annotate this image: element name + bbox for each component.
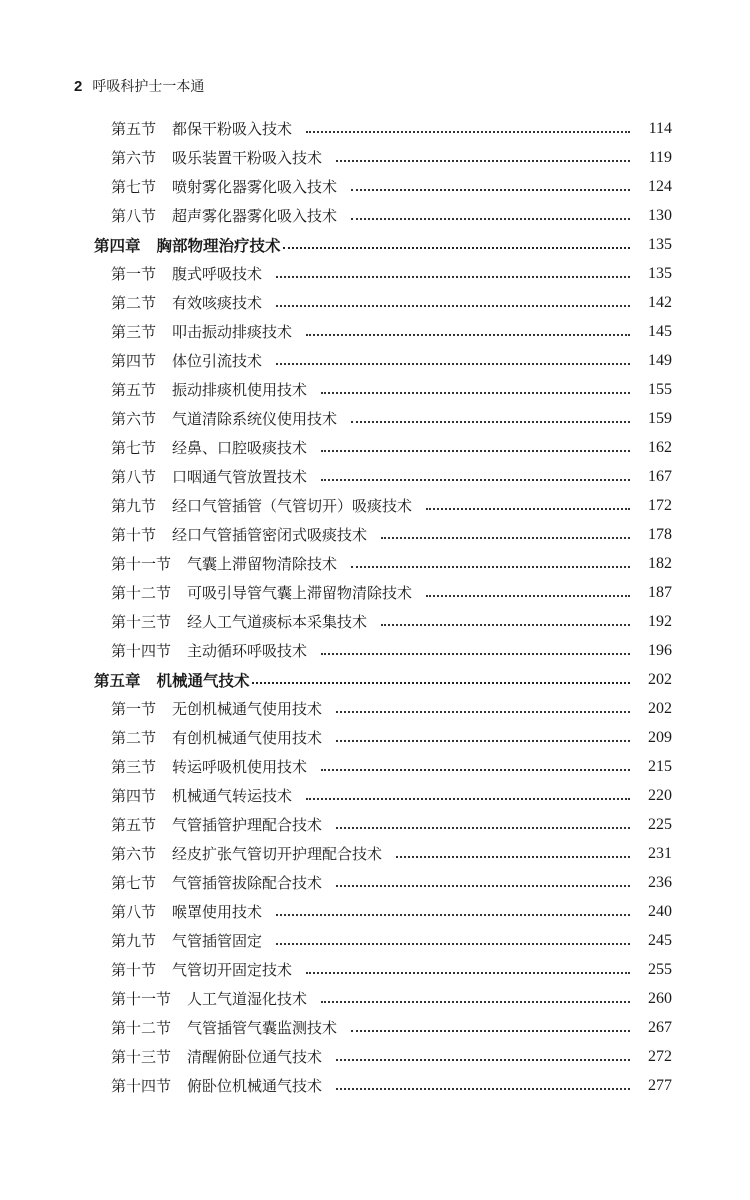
toc-entry-number: 第六节 bbox=[111, 845, 157, 863]
toc-dot-leader bbox=[306, 797, 630, 800]
table-of-contents bbox=[0, 114, 750, 1100]
toc-page-number: 114 bbox=[648, 119, 672, 137]
toc-entry-number: 第四节 bbox=[111, 352, 157, 370]
toc-section-entry[interactable] bbox=[0, 259, 750, 288]
toc-section-entry[interactable] bbox=[0, 317, 750, 346]
toc-entry-label bbox=[111, 553, 337, 574]
toc-entry-title: 体位引流技术 bbox=[172, 352, 263, 370]
toc-page-number: 187 bbox=[648, 583, 672, 601]
toc-page-number: 192 bbox=[648, 612, 672, 630]
toc-page-number: 202 bbox=[648, 670, 672, 688]
toc-chapter-entry[interactable] bbox=[0, 230, 750, 259]
toc-entry-label bbox=[111, 350, 262, 371]
toc-entry-label bbox=[111, 466, 307, 487]
toc-entry-label bbox=[111, 785, 292, 806]
toc-entry-number: 第十三节 bbox=[111, 1048, 172, 1066]
toc-entry-number: 第六节 bbox=[111, 149, 157, 167]
toc-entry-title: 腹式呼吸技术 bbox=[172, 265, 263, 283]
toc-entry-label bbox=[111, 321, 292, 342]
toc-entry-number: 第三节 bbox=[111, 323, 157, 341]
toc-dot-leader bbox=[321, 652, 630, 655]
toc-dot-leader bbox=[321, 1000, 630, 1003]
toc-dot-leader bbox=[252, 681, 630, 684]
toc-entry-title: 机械通气技术 bbox=[156, 671, 250, 690]
toc-entry-number: 第十二节 bbox=[111, 584, 172, 602]
toc-page-number: 277 bbox=[648, 1076, 672, 1094]
toc-section-entry[interactable] bbox=[0, 143, 750, 172]
toc-entry-label bbox=[111, 640, 307, 661]
toc-section-entry[interactable] bbox=[0, 433, 750, 462]
toc-entry-label bbox=[111, 292, 262, 313]
toc-section-entry[interactable] bbox=[0, 201, 750, 230]
toc-page-number: 260 bbox=[648, 989, 672, 1007]
toc-entry-title: 有效咳痰技术 bbox=[172, 294, 263, 312]
toc-page-number: 172 bbox=[648, 496, 672, 514]
toc-page-number: 135 bbox=[648, 235, 672, 253]
toc-section-entry[interactable] bbox=[0, 723, 750, 752]
toc-entry-number: 第十四节 bbox=[111, 1077, 172, 1095]
toc-dot-leader bbox=[306, 971, 630, 974]
toc-entry-number: 第十节 bbox=[111, 526, 157, 544]
toc-section-entry[interactable] bbox=[0, 897, 750, 926]
toc-section-entry[interactable] bbox=[0, 404, 750, 433]
toc-entry-label bbox=[111, 1075, 322, 1096]
page-header bbox=[74, 76, 204, 96]
toc-entry-label bbox=[111, 495, 412, 516]
toc-page-number: 209 bbox=[648, 728, 672, 746]
toc-dot-leader bbox=[351, 565, 630, 568]
toc-page-number: 231 bbox=[648, 844, 672, 862]
toc-entry-title: 机械通气转运技术 bbox=[172, 787, 293, 805]
toc-section-entry[interactable] bbox=[0, 288, 750, 317]
toc-section-entry[interactable] bbox=[0, 491, 750, 520]
toc-dot-leader bbox=[381, 623, 630, 626]
toc-dot-leader bbox=[336, 710, 630, 713]
toc-entry-title: 主动循环呼吸技术 bbox=[187, 642, 308, 660]
toc-dot-leader bbox=[321, 768, 630, 771]
toc-page-number: 245 bbox=[648, 931, 672, 949]
toc-entry-number: 第七节 bbox=[111, 874, 157, 892]
toc-entry-label bbox=[111, 698, 322, 719]
toc-section-entry[interactable] bbox=[0, 114, 750, 143]
toc-entry-label bbox=[94, 234, 281, 256]
toc-entry-number: 第八节 bbox=[111, 903, 157, 921]
toc-dot-leader bbox=[276, 275, 630, 278]
toc-entry-label bbox=[111, 872, 322, 893]
toc-entry-number: 第七节 bbox=[111, 439, 157, 457]
toc-entry-title: 气囊上滞留物清除技术 bbox=[187, 555, 338, 573]
toc-dot-leader bbox=[321, 478, 630, 481]
toc-entry-label bbox=[111, 814, 322, 835]
toc-entry-label bbox=[111, 901, 262, 922]
toc-section-entry[interactable] bbox=[0, 1042, 750, 1071]
toc-entry-label bbox=[111, 727, 322, 748]
toc-page-number: 182 bbox=[648, 554, 672, 572]
toc-dot-leader bbox=[306, 333, 630, 336]
toc-entry-label bbox=[111, 611, 367, 632]
toc-section-entry[interactable] bbox=[0, 549, 750, 578]
toc-dot-leader bbox=[381, 536, 630, 539]
toc-entry-number: 第三节 bbox=[111, 758, 157, 776]
toc-entry-label bbox=[111, 930, 262, 951]
toc-dot-leader bbox=[336, 884, 630, 887]
toc-entry-number: 第九节 bbox=[111, 497, 157, 515]
toc-entry-label bbox=[111, 959, 292, 980]
toc-dot-leader bbox=[276, 362, 630, 365]
toc-entry-label bbox=[111, 1017, 337, 1038]
toc-dot-leader bbox=[336, 1087, 630, 1090]
toc-entry-title: 叩击振动排痰技术 bbox=[172, 323, 293, 341]
page-number: 2 bbox=[74, 77, 83, 95]
toc-entry-label bbox=[111, 582, 412, 603]
toc-dot-leader bbox=[321, 391, 630, 394]
toc-section-entry[interactable] bbox=[0, 607, 750, 636]
toc-entry-title: 喷射雾化器雾化吸入技术 bbox=[172, 178, 338, 196]
toc-entry-label bbox=[111, 205, 337, 226]
toc-entry-title: 人工气道湿化技术 bbox=[187, 990, 308, 1008]
toc-section-entry[interactable] bbox=[0, 462, 750, 491]
toc-entry-title: 经口气管插管（气管切开）吸痰技术 bbox=[172, 497, 413, 515]
toc-dot-leader bbox=[336, 826, 630, 829]
toc-entry-number: 第九节 bbox=[111, 932, 157, 950]
toc-entry-title: 气管插管气囊监测技术 bbox=[187, 1019, 338, 1037]
toc-entry-title: 转运呼吸机使用技术 bbox=[172, 758, 308, 776]
toc-page-number: 215 bbox=[648, 757, 672, 775]
toc-section-entry[interactable] bbox=[0, 926, 750, 955]
toc-page-number: 135 bbox=[648, 264, 672, 282]
toc-page-number: 142 bbox=[648, 293, 672, 311]
toc-entry-number: 第四章 bbox=[94, 236, 141, 255]
toc-entry-label bbox=[111, 408, 337, 429]
toc-entry-label bbox=[111, 263, 262, 284]
toc-page-number: 220 bbox=[648, 786, 672, 804]
toc-page-number: 272 bbox=[648, 1047, 672, 1065]
toc-entry-title: 气管切开固定技术 bbox=[172, 961, 293, 979]
toc-dot-leader bbox=[426, 507, 630, 510]
toc-dot-leader bbox=[426, 594, 630, 597]
toc-dot-leader bbox=[276, 304, 630, 307]
toc-entry-title: 经人工气道痰标本采集技术 bbox=[187, 613, 368, 631]
toc-entry-number: 第一节 bbox=[111, 700, 157, 718]
toc-page-number: 119 bbox=[648, 148, 672, 166]
toc-entry-label bbox=[111, 524, 367, 545]
toc-page-number: 267 bbox=[648, 1018, 672, 1036]
toc-dot-leader bbox=[351, 217, 630, 220]
toc-page-number: 255 bbox=[648, 960, 672, 978]
toc-page-number: 155 bbox=[648, 380, 672, 398]
toc-entry-title: 无创机械通气使用技术 bbox=[172, 700, 323, 718]
toc-page-number: 159 bbox=[648, 409, 672, 427]
toc-dot-leader bbox=[351, 1029, 630, 1032]
toc-entry-title: 经鼻、口腔吸痰技术 bbox=[172, 439, 308, 457]
toc-entry-label bbox=[111, 176, 337, 197]
toc-entry-title: 气道清除系统仪使用技术 bbox=[172, 410, 338, 428]
toc-section-entry[interactable] bbox=[0, 752, 750, 781]
toc-section-entry[interactable] bbox=[0, 984, 750, 1013]
toc-page-number: 162 bbox=[648, 438, 672, 456]
toc-entry-title: 超声雾化器雾化吸入技术 bbox=[172, 207, 338, 225]
toc-page-number: 240 bbox=[648, 902, 672, 920]
toc-chapter-entry[interactable] bbox=[0, 665, 750, 694]
toc-entry-title: 经皮扩张气管切开护理配合技术 bbox=[172, 845, 383, 863]
toc-entry-number: 第六节 bbox=[111, 410, 157, 428]
toc-entry-title: 清醒俯卧位通气技术 bbox=[187, 1048, 323, 1066]
toc-entry-number: 第四节 bbox=[111, 787, 157, 805]
toc-section-entry[interactable] bbox=[0, 578, 750, 607]
toc-entry-number: 第五章 bbox=[94, 671, 141, 690]
toc-entry-label bbox=[111, 118, 292, 139]
toc-entry-number: 第五节 bbox=[111, 381, 157, 399]
toc-entry-number: 第七节 bbox=[111, 178, 157, 196]
toc-page-number: 149 bbox=[648, 351, 672, 369]
toc-section-entry[interactable] bbox=[0, 1071, 750, 1100]
toc-section-entry[interactable] bbox=[0, 868, 750, 897]
toc-section-entry[interactable] bbox=[0, 172, 750, 201]
toc-dot-leader bbox=[306, 130, 630, 133]
toc-entry-number: 第十一节 bbox=[111, 555, 172, 573]
toc-page-number: 178 bbox=[648, 525, 672, 543]
toc-entry-number: 第一节 bbox=[111, 265, 157, 283]
toc-section-entry[interactable] bbox=[0, 636, 750, 665]
toc-entry-number: 第十三节 bbox=[111, 613, 172, 631]
toc-entry-label bbox=[111, 756, 307, 777]
toc-entry-label bbox=[111, 843, 382, 864]
toc-dot-leader bbox=[351, 188, 630, 191]
toc-dot-leader bbox=[336, 739, 630, 742]
toc-section-entry[interactable] bbox=[0, 694, 750, 723]
toc-entry-label bbox=[111, 1046, 322, 1067]
toc-entry-number: 第十四节 bbox=[111, 642, 172, 660]
toc-entry-number: 第十二节 bbox=[111, 1019, 172, 1037]
toc-dot-leader bbox=[276, 942, 630, 945]
toc-entry-label bbox=[111, 988, 307, 1009]
toc-entry-label bbox=[111, 437, 307, 458]
toc-dot-leader bbox=[276, 913, 630, 916]
toc-section-entry[interactable] bbox=[0, 375, 750, 404]
toc-section-entry[interactable] bbox=[0, 346, 750, 375]
toc-entry-number: 第十一节 bbox=[111, 990, 172, 1008]
toc-entry-number: 第二节 bbox=[111, 729, 157, 747]
toc-entry-title: 胸部物理治疗技术 bbox=[156, 236, 281, 255]
toc-entry-title: 气管插管拔除配合技术 bbox=[172, 874, 323, 892]
toc-entry-label bbox=[111, 379, 307, 400]
toc-dot-leader bbox=[351, 420, 630, 423]
toc-entry-title: 口咽通气管放置技术 bbox=[172, 468, 308, 486]
toc-entry-number: 第八节 bbox=[111, 207, 157, 225]
toc-page-number: 124 bbox=[648, 177, 672, 195]
book-title: 呼吸科护士一本通 bbox=[92, 79, 205, 95]
toc-dot-leader bbox=[321, 449, 630, 452]
toc-entry-number: 第五节 bbox=[111, 816, 157, 834]
toc-entry-number: 第五节 bbox=[111, 120, 157, 138]
toc-section-entry[interactable] bbox=[0, 955, 750, 984]
toc-entry-title: 经口气管插管密闭式吸痰技术 bbox=[172, 526, 368, 544]
toc-page-number: 225 bbox=[648, 815, 672, 833]
toc-entry-number: 第八节 bbox=[111, 468, 157, 486]
toc-entry-title: 都保干粉吸入技术 bbox=[172, 120, 293, 138]
toc-entry-label bbox=[94, 669, 250, 691]
toc-dot-leader bbox=[396, 855, 630, 858]
toc-section-entry[interactable] bbox=[0, 781, 750, 810]
toc-entry-title: 可吸引导管气囊上滞留物清除技术 bbox=[187, 584, 413, 602]
toc-dot-leader bbox=[283, 246, 630, 249]
toc-dot-leader bbox=[336, 159, 630, 162]
toc-entry-title: 喉罩使用技术 bbox=[172, 903, 263, 921]
toc-page-number: 130 bbox=[648, 206, 672, 224]
toc-section-entry[interactable] bbox=[0, 810, 750, 839]
toc-entry-title: 气管插管护理配合技术 bbox=[172, 816, 323, 834]
toc-entry-title: 有创机械通气使用技术 bbox=[172, 729, 323, 747]
toc-entry-number: 第十节 bbox=[111, 961, 157, 979]
toc-section-entry[interactable] bbox=[0, 520, 750, 549]
toc-dot-leader bbox=[336, 1058, 630, 1061]
toc-page-number: 196 bbox=[648, 641, 672, 659]
toc-entry-title: 吸乐装置干粉吸入技术 bbox=[172, 149, 323, 167]
toc-entry-label bbox=[111, 147, 322, 168]
toc-page-number: 145 bbox=[648, 322, 672, 340]
toc-entry-title: 气管插管固定 bbox=[172, 932, 263, 950]
toc-entry-title: 振动排痰机使用技术 bbox=[172, 381, 308, 399]
toc-entry-title: 俯卧位机械通气技术 bbox=[187, 1077, 323, 1095]
toc-page-number: 167 bbox=[648, 467, 672, 485]
toc-section-entry[interactable] bbox=[0, 1013, 750, 1042]
toc-page-number: 236 bbox=[648, 873, 672, 891]
toc-page-number: 202 bbox=[648, 699, 672, 717]
toc-entry-number: 第二节 bbox=[111, 294, 157, 312]
toc-section-entry[interactable] bbox=[0, 839, 750, 868]
